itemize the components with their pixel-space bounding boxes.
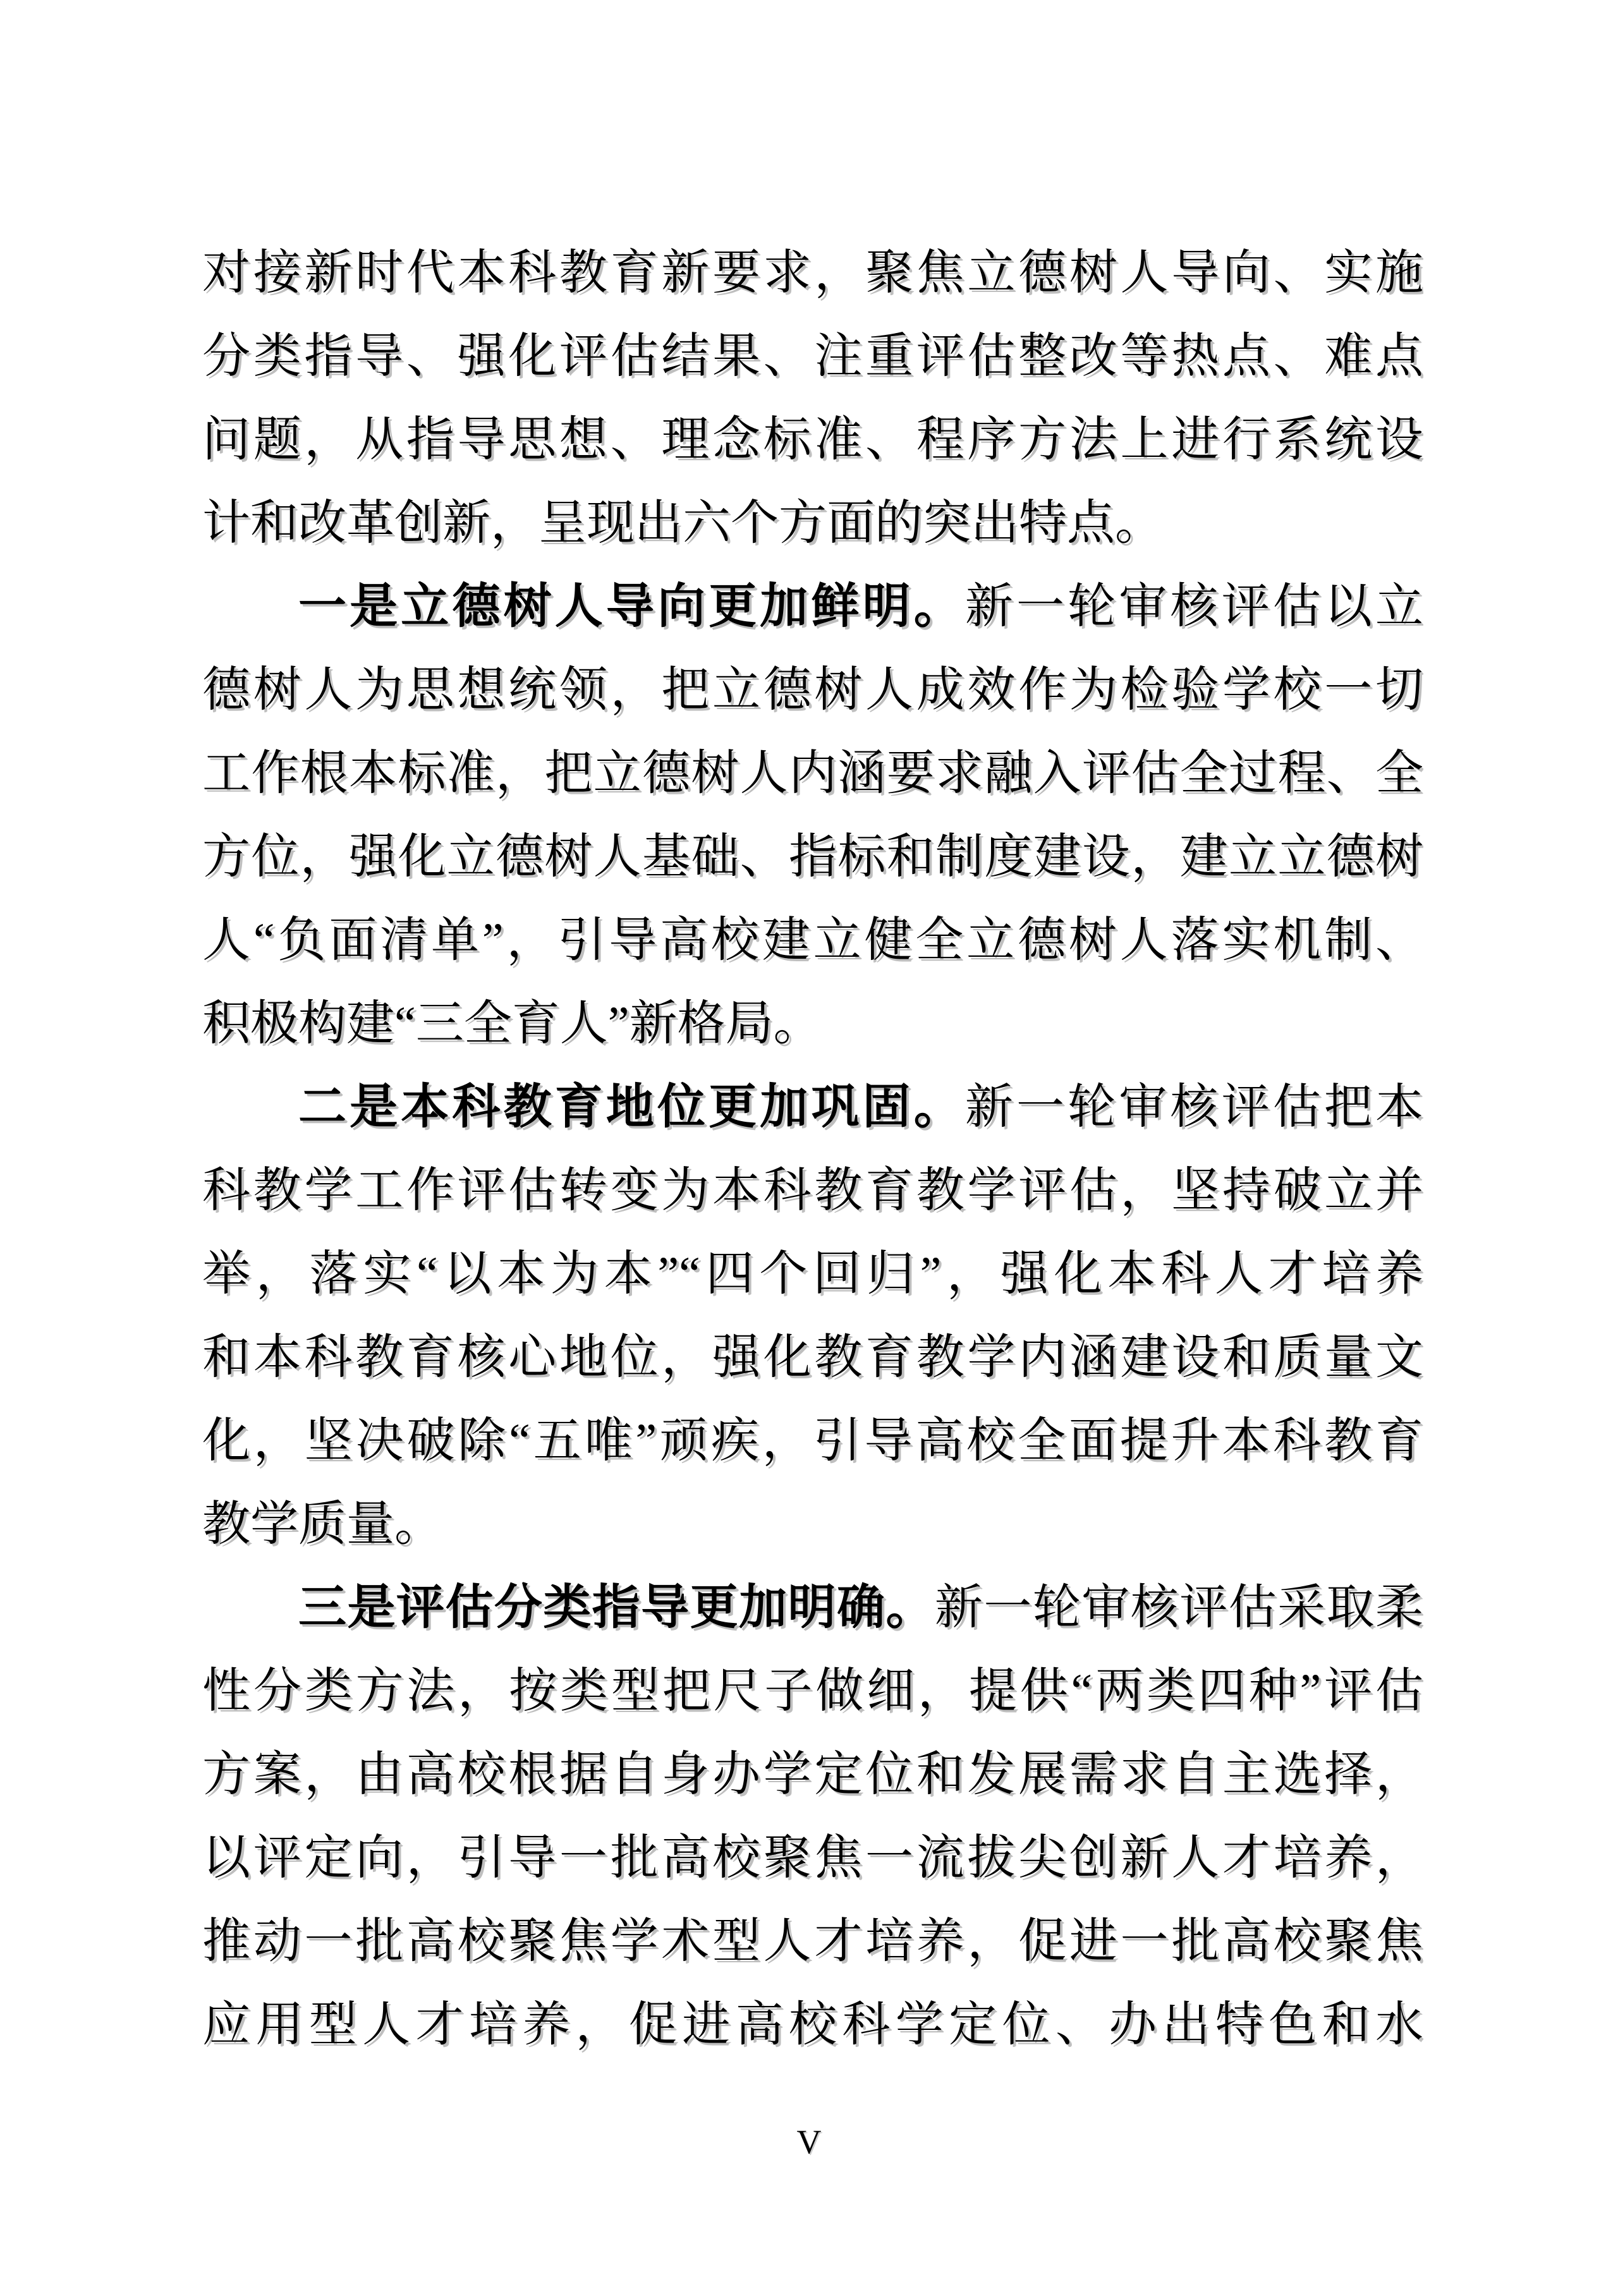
subheading-bold: 一是立德树人导向更加鲜明。 [298, 580, 965, 633]
text-line: 分类指导、强化评估结果、注重评估整改等热点、难点 [202, 330, 1423, 383]
text-line [202, 1566, 1423, 1649]
text-line: 性分类方法，按类型把尺子做细，提供“两类四种”评估 [202, 1665, 1423, 1718]
text-line: 问题，从指导思想、理念标准、程序方法上进行系统设 [202, 413, 1423, 466]
body-text [202, 231, 1423, 2067]
text-run: 新一轮审核评估把本 [964, 1081, 1423, 1134]
text-line: 和本科教育核心地位，强化教育教学内涵建设和质量文 [202, 1331, 1423, 1384]
text-line: 化，坚决破除“五唯”顽疾，引导高校全面提升本科教育 [202, 1414, 1423, 1467]
text-run: 新一轮审核评估以立 [964, 580, 1423, 633]
text-line: 对接新时代本科教育新要求，聚焦立德树人导向、实施 [202, 246, 1423, 300]
subheading-bold: 三是评估分类指导更加明确。 [298, 1581, 935, 1634]
text-line: 应用型人才培养，促进高校科学定位、办出特色和水 [202, 1998, 1423, 2051]
text-line: 举，落实“以本为本”“四个回归”，强化本科人才培养 [202, 1248, 1423, 1301]
text-line: 方位，强化立德树人基础、指标和制度建设，建立立德树 [202, 830, 1423, 884]
text-line: 积极构建“三全育人”新格局。 [202, 997, 822, 1050]
text-line: 科教学工作评估转变为本科教育教学评估，坚持破立并 [202, 1164, 1423, 1217]
text-line: 德树人为思想统领，把立德树人成效作为检验学校一切 [202, 664, 1423, 717]
text-line: 方案，由高校根据自身办学定位和发展需求自主选择， [202, 1748, 1423, 1801]
text-line: 工作根本标准，把立德树人内涵要求融入评估全过程、全 [202, 747, 1423, 800]
text-run: 新一轮审核评估采取柔 [934, 1581, 1423, 1634]
text-line: 以评定向，引导一批高校聚焦一流拔尖创新人才培养， [202, 1831, 1423, 1885]
text-line: 人“负面清单”，引导高校建立健全立德树人落实机制、 [202, 914, 1423, 967]
page-number: V [796, 2123, 822, 2161]
subheading-bold: 二是本科教育地位更加巩固。 [298, 1080, 965, 1134]
text-line: 推动一批高校聚焦学术型人才培养，促进一批高校聚焦 [202, 1915, 1423, 1968]
text-line: 教学质量。 [202, 1498, 442, 1551]
text-line [202, 1066, 1423, 1149]
text-line: 计和改革创新，呈现出六个方面的突出特点。 [202, 497, 1163, 550]
text-line [202, 565, 1423, 648]
